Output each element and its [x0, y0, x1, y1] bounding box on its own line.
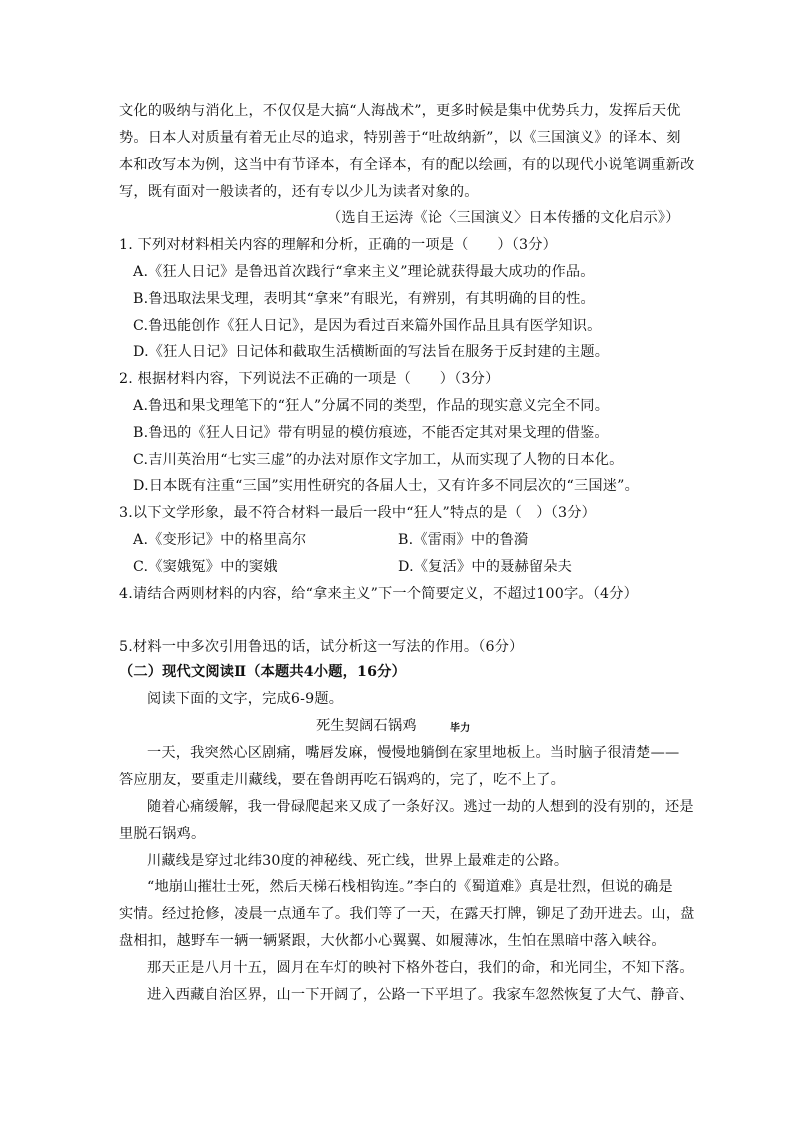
question-2-option-b: B.鲁迅的《狂人日记》带有明显的模仿痕迹，不能否定其对果戈理的借鉴。 [133, 425, 609, 441]
article-paragraph-line: 实情。经过抢修，凌晨一点通车了。我们等了一天，在露天打牌，铆足了劲开进去。山，盘 [119, 906, 695, 922]
article-paragraph-line: 一天，我突然心区剧痛，嘴唇发麻，慢慢地躺倒在家里地板上。当时脑子很清楚—— [147, 745, 680, 761]
question-1-option-d: D.《狂人日记》日记体和截取生活横断面的写法旨在服务于反封建的主题。 [133, 344, 610, 360]
paragraph-line: 文化的吸纳与消化上，不仅仅是大搞“人海战术”，更多时候是集中优势兵力，发挥后天优 [119, 103, 681, 119]
question-1-option-b: B.鲁迅取法果戈理，表明其“拿来”有眼光，有辨别，有其明确的目的性。 [133, 291, 595, 307]
question-3-option-d: D.《复活》中的聂赫留朵夫 [398, 559, 573, 575]
article-paragraph-line: 里脱石锅鸡。 [119, 826, 206, 842]
question-2-option-c: C.吉川英治用“七实三虚”的办法对原作文字加工，从而实现了人物的日本化。 [133, 452, 624, 468]
question-2-option-a: A.鲁迅和果戈理笔下的“狂人”分属不同的类型，作品的现实意义完全不同。 [133, 398, 610, 414]
question-3-option-b: B.《雷雨》中的鲁漪 [398, 532, 529, 548]
question-2: 2. 根据材料内容，下列说法不正确的一项是（ ）（3分） [119, 371, 500, 387]
article-paragraph-line: 进入西藏自治区界，山一下开阔了，公路一下平坦了。我家车忽然恢复了大气、静音、 [147, 987, 694, 1003]
question-1-option-a: A.《狂人日记》是鲁迅首次践行“拿来主义”理论就获得最大成功的作品。 [133, 264, 595, 280]
article-paragraph-line: 川藏线是穿过北纬30度的神秘线、死亡线，世界上最难走的公路。 [147, 853, 569, 869]
question-5: 5.材料一中多次引用鲁迅的话，试分析这一写法的作用。（6分） [119, 639, 524, 655]
question-3-option-c: C.《窦娥冤》中的窦娥 [133, 559, 278, 575]
article-paragraph-line: 随着心痛缓解，我一骨碌爬起来又成了一条好汉。逃过一劫的人想到的没有别的，还是 [147, 799, 694, 815]
article-paragraph-line: 答应朋友，要重走川藏线，要在鲁朗再吃石锅鸡的，完了，吃不上了。 [119, 772, 566, 788]
article-paragraph-line: 盘相扣，越野车一辆一辆紧跟，大伙都小心翼翼、如履薄冰，生怕在黑暗中落入峡谷。 [119, 933, 666, 949]
article-paragraph-line: 那天正是八月十五，圆月在车灯的映衬下格外苍白，我们的命，和光同尘，不知下落。 [147, 960, 694, 976]
reading-instruction: 阅读下面的文字，完成6-9题。 [147, 691, 344, 707]
question-3-option-a: A.《变形记》中的格里高尔 [133, 532, 307, 548]
paragraph-line: 势。日本人对质量有着无止尽的追求，特别善于“吐故纳新”，以《三国演义》的译本、刻 [119, 130, 681, 146]
question-2-option-d: D.日本既有注重“三国”实用性研究的各届人士，又有许多不同层次的“三国迷”。 [133, 478, 639, 494]
question-1-option-c: C.鲁迅能创作《狂人日记》，是因为看过百来篇外国作品且具有医学知识。 [133, 318, 602, 334]
question-4: 4.请结合两则材料的内容，给“拿来主义”下一个简要定义，不超过100字。（4分） [119, 586, 639, 602]
section-heading: （二）现代文阅读Ⅱ（本题共4小题，16分） [119, 664, 406, 680]
article-title: 死生契阔石锅鸡 [316, 718, 417, 734]
paragraph-line: 写，既有面对一般读者的，还有专以少儿为读者对象的。 [119, 184, 479, 200]
source-citation: （选自王运涛《论〈三国演义〉日本传播的文化启示》） [327, 210, 680, 226]
article-author: 毕力 [450, 723, 471, 734]
paragraph-line: 本和改写本为例，这当中有节译本，有全译本，有的配以绘画，有的以现代小说笔调重新改 [119, 157, 695, 173]
question-3: 3.以下文学形象，最不符合材料一最后一段中“狂人”特点的是（ ）（3分） [119, 505, 596, 521]
question-1: 1. 下列对材料相关内容的理解和分析，正确的一项是（ ）（3分） [119, 237, 558, 253]
article-paragraph-line: “地崩山摧壮士死，然后天梯石栈相钩连。”李白的《蜀道难》真是壮烈，但说的确是 [147, 879, 673, 895]
